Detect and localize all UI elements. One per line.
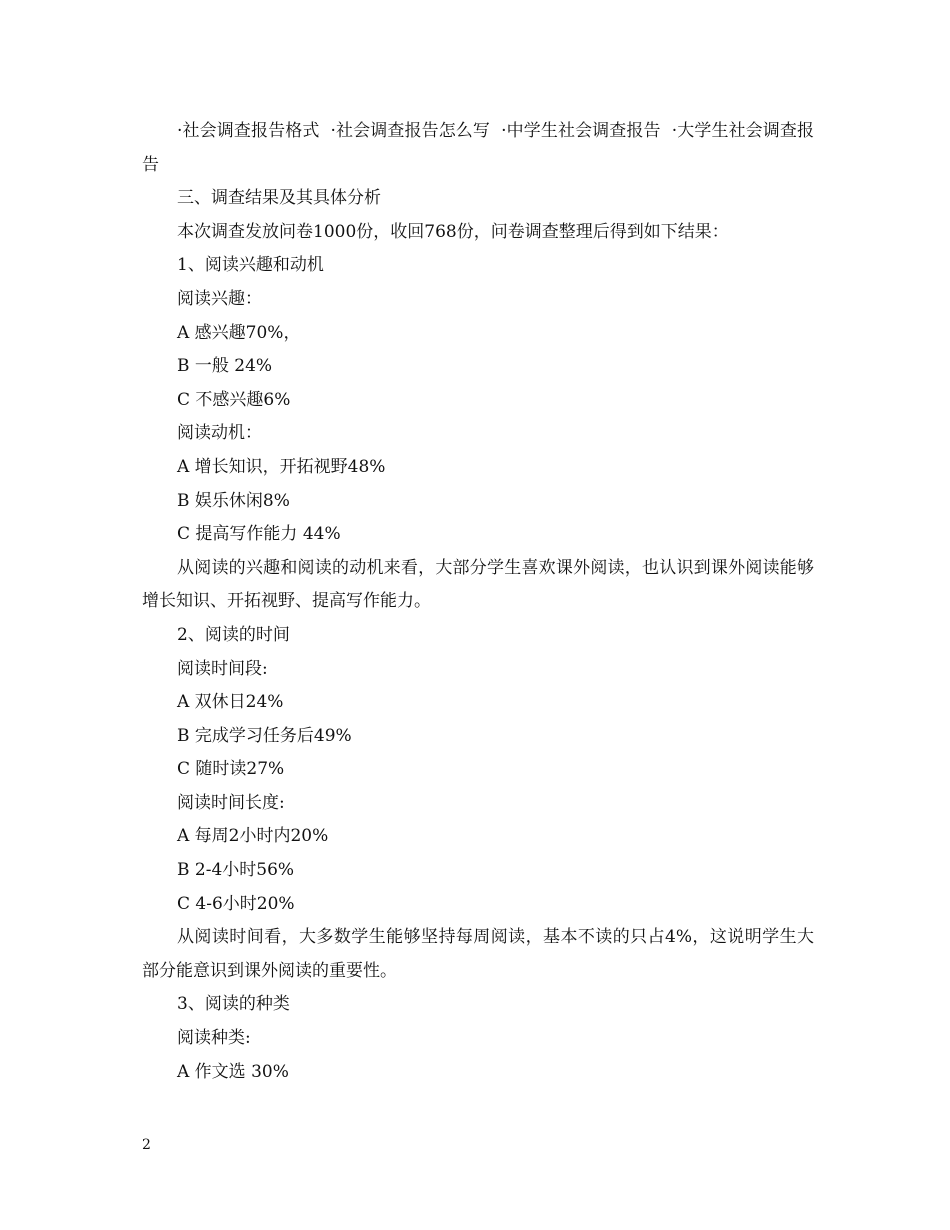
motive-option-b: B 娱乐休闲8% xyxy=(177,490,290,511)
time-length-option-a: A 每周2小时内20% xyxy=(177,826,329,847)
related-link-how-to-write[interactable]: ·社会调查报告怎么写 xyxy=(330,121,491,141)
kind-label: 阅读种类: xyxy=(177,1028,251,1049)
intro-text: 本次调查发放问卷1000份，收回768份，问卷调查整理后得到如下结果： xyxy=(177,221,729,242)
time-period-option-b: B 完成学习任务后49% xyxy=(177,725,352,746)
time-summary: 从阅读时间看，大多数学生能够坚持每周阅读，基本不读的只占4%，这说明学生大部分能意识到课外阅读的重要性。 xyxy=(142,927,814,981)
motive-option-a: A 增长知识，开拓视野48% xyxy=(177,456,386,477)
related-link-university[interactable]: ·大学生社会调查报告 xyxy=(142,121,815,175)
related-links-paragraph xyxy=(142,115,814,182)
interest-option-c: C 不感兴趣6% xyxy=(177,389,291,410)
interest-summary: 从阅读的兴趣和阅读的动机来看，大部分学生喜欢课外阅读，也认识到课外阅读能够增长知识、开拓视野、提高写作能力。 xyxy=(142,557,814,612)
interest-option-a: A 感兴趣70%， xyxy=(177,322,301,343)
time-length-option-c: C 4-6小时20% xyxy=(177,893,295,914)
interest-label: 阅读兴趣： xyxy=(177,288,262,309)
time-period-option-c: C 随时读27% xyxy=(177,759,285,780)
subsection-title-kind: 3、阅读的种类 xyxy=(177,994,290,1015)
time-period-option-a: A 双休日24% xyxy=(177,692,284,713)
related-link-middle-school[interactable]: ·中学生社会调查报告 xyxy=(501,121,661,141)
section-title: 三、调查结果及其具体分析 xyxy=(177,188,381,209)
time-length-option-b: B 2-4小时56% xyxy=(177,860,295,881)
time-period-label: 阅读时间段: xyxy=(177,658,268,679)
time-length-label: 阅读时间长度: xyxy=(177,792,285,813)
subsection-title-interest: 1、阅读兴趣和动机 xyxy=(177,255,324,276)
subsection-title-time: 2、阅读的时间 xyxy=(177,624,290,645)
document-body xyxy=(142,115,814,1089)
interest-option-b: B 一般 24% xyxy=(177,356,273,377)
motive-option-c: C 提高写作能力 44% xyxy=(177,524,341,545)
kind-option-a: A 作文选 30% xyxy=(177,1061,289,1082)
motive-label: 阅读动机： xyxy=(177,423,262,444)
page-number: 2 xyxy=(142,1137,151,1153)
related-link-format[interactable]: ·社会调查报告格式 xyxy=(177,121,320,141)
